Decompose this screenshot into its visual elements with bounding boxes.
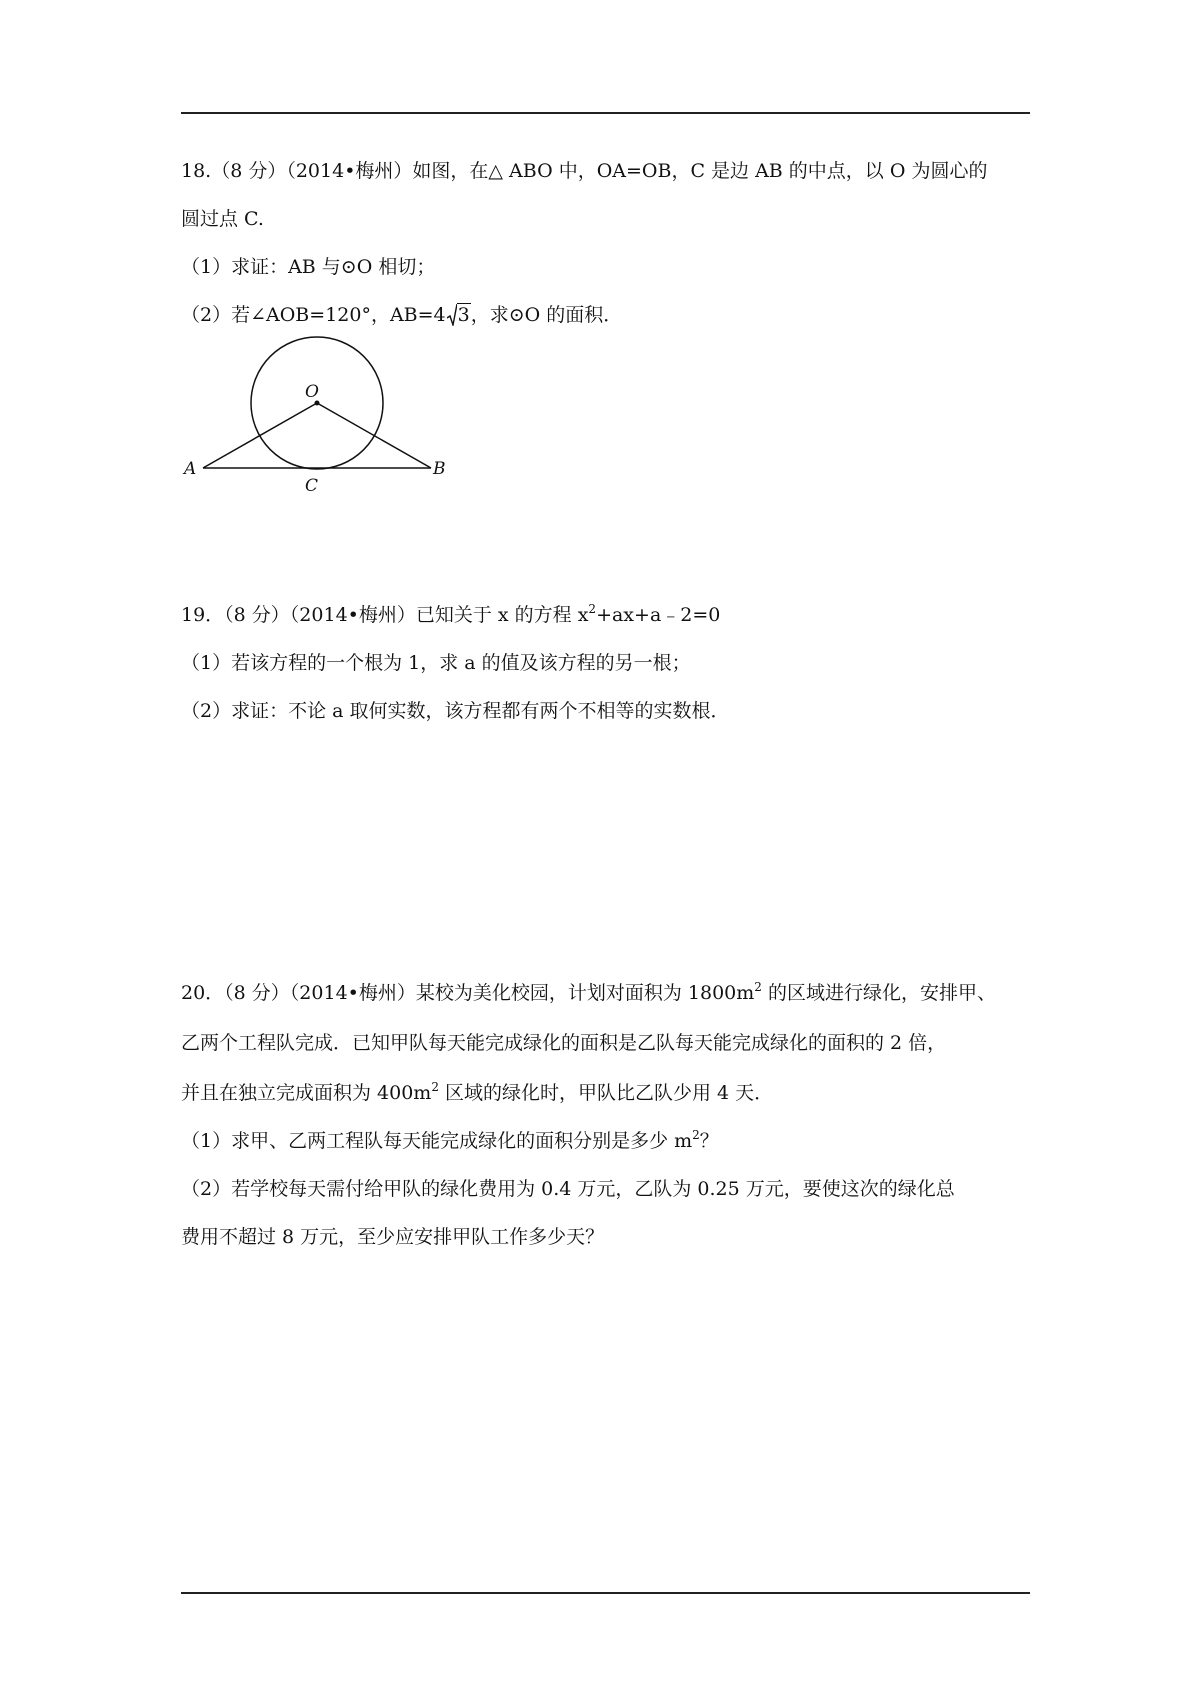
q20-part1 <box>181 1128 719 1154</box>
label-b: B <box>433 459 446 479</box>
q18-part2-prefix: （2）若∠AOB=120°，AB=4 <box>181 304 446 326</box>
q20-stem-line3 <box>181 1080 773 1106</box>
q19-part2: （2）求证：不论 a 取何实数，该方程都有两个不相等的实数根． <box>181 700 730 722</box>
label-o: O <box>305 382 319 402</box>
q20-stem-line1-suffix: 的区域进行绿化，安排甲、 <box>761 982 996 1004</box>
q20-stem-line2: 乙两个工程队完成．已知甲队每天能完成绿化的面积是乙队每天能完成绿化的面积的 2 倍， <box>181 1032 947 1054</box>
q19-exponent: 2 <box>588 602 597 616</box>
q19-stem <box>181 602 720 628</box>
q20-stem-line1 <box>181 980 996 1006</box>
q19-part1: （1）若该方程的一个根为 1，求 a 的值及该方程的另一根； <box>181 652 691 674</box>
header-rule <box>181 112 1030 114</box>
q18-part1: （1）求证：AB 与⊙O 相切； <box>181 256 436 278</box>
q20-part1-suffix: ？ <box>699 1130 719 1152</box>
q18-part2-radicand: 3 <box>457 304 470 326</box>
q20-part2-line1: （2）若学校每天需付给甲队的绿化费用为 0.4 万元，乙队为 0.25 万元，要使这次的绿化总 <box>181 1178 955 1200</box>
q19-stem-suffix: +ax+a﹣2=0 <box>596 604 721 626</box>
q20-line3-exponent: 2 <box>431 1080 439 1094</box>
sqrt-symbol <box>447 302 471 328</box>
q20-part2-line2: 费用不超过 8 万元，至少应安排甲队工作多少天？ <box>181 1226 605 1248</box>
q18-part2 <box>181 302 622 328</box>
q20-stem-line1-prefix: 20．（8 分）（2014•梅州）某校为美化校园，计划对面积为 1800m <box>181 982 755 1004</box>
q20-part1-exponent: 2 <box>692 1128 700 1142</box>
q18-stem-line2: 圆过点 C. <box>181 208 264 230</box>
q19-stem-prefix: 19．（8 分）（2014•梅州）已知关于 x 的方程 x <box>181 604 589 626</box>
q20-part1-prefix: （1）求甲、乙两工程队每天能完成绿化的面积分别是多少 m <box>181 1130 693 1152</box>
footer-rule <box>181 1592 1030 1594</box>
q20-line1-exponent: 2 <box>754 980 762 994</box>
segment-ob <box>317 403 431 468</box>
q20-stem-line3-suffix: 区域的绿化时，甲队比乙队少用 4 天． <box>438 1082 774 1104</box>
label-c: C <box>305 476 319 495</box>
q18-geometry-figure <box>181 335 451 495</box>
q18-stem-line1: 18.（8 分）（2014•梅州）如图，在△ ABO 中，OA=OB，C 是边 AB 的中点，以 O 为圆心的 <box>181 160 988 182</box>
q18-part2-suffix: ，求⊙O 的面积． <box>470 304 623 326</box>
q20-stem-line3-prefix: 并且在独立完成面积为 400m <box>181 1082 432 1104</box>
segment-oa <box>203 403 317 468</box>
label-a: A <box>184 459 197 479</box>
